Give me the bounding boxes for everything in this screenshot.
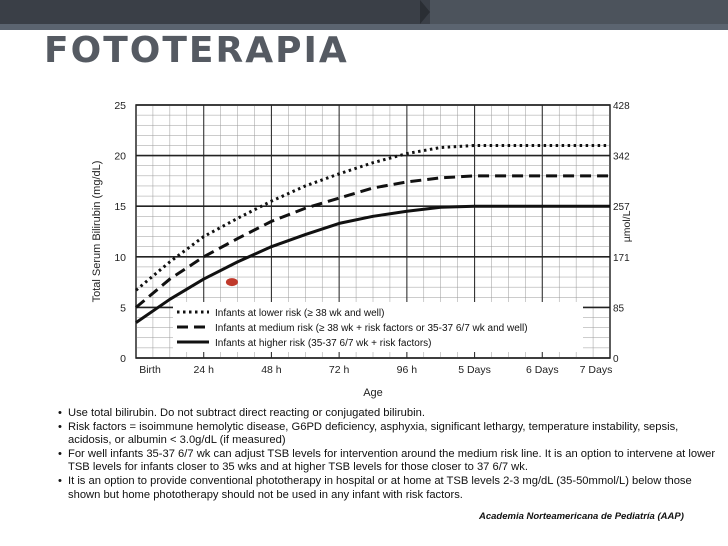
top-bar-accent: [430, 0, 728, 24]
y2-tick-label: 85: [613, 303, 625, 315]
note-item: • For well infants 35-37 6/7 wk can adjust TSB levels for intervention around the medium risk line. It is an option to intervene at lower TSB levels for infants closer to 35 wks and at higher TSB levels for those closer to 37 6/7 wk.: [58, 447, 716, 474]
legend-label: Infants at medium risk (≥ 38 wk + risk factors or 35-37 6/7 wk and well): [215, 323, 528, 334]
x-tick-label: 5 Days: [458, 364, 491, 376]
y2-tick-label: 171: [613, 252, 630, 264]
top-bar-arrow: [420, 0, 430, 24]
note-text: It is an option to provide conventional phototherapy in hospital or at home at TSB levels 2-3 mg/dL (35-50mmol/L) below those shown but home phototherapy should not be used in any infant with risk factors.: [68, 474, 692, 501]
y-tick-label: 15: [114, 201, 126, 214]
y-tick-label: 20: [114, 150, 126, 163]
note-text: Risk factors = isoimmune hemolytic disease, G6PD deficiency, asphyxia, significant lethargy, temperature instability, sepsis, acidosis, or albumin < 3.0g/dL (if measured): [68, 420, 679, 447]
y-tick-label: 0: [120, 353, 126, 365]
x-tick-label: 48 h: [261, 364, 282, 376]
note-text: Use total bilirubin. Do not subtract direct reacting or conjugated bilirubin.: [68, 407, 425, 419]
source-credit: Academia Norteamericana de Pediatría (AAP): [479, 511, 684, 522]
top-bar: [0, 0, 728, 24]
y2-tick-label: 257: [613, 202, 630, 214]
y-tick-label: 10: [114, 251, 126, 264]
legend-label: Infants at higher risk (35-37 6/7 wk + risk factors): [215, 338, 432, 349]
note-text: For well infants 35-37 6/7 wk can adjust TSB levels for intervention around the medium risk line. It is an option to intervene at lower TSB levels for infants closer to 35 wks and at higher TSB levels for those closer to 37 6/7 wk.: [68, 447, 716, 474]
notes-list: [58, 407, 718, 502]
y2-tick-label: 342: [613, 151, 630, 163]
x-tick-label: Birth: [139, 364, 161, 376]
x-tick-label: 6 Days: [525, 364, 559, 376]
note-item: • Risk factors = isoimmune hemolytic disease, G6PD deficiency, asphyxia, significant lethargy, temperature instability, sepsis, acidosis, or albumin < 3.0g/dL (if measured): [58, 420, 679, 447]
x-tick-label: 72 h: [328, 364, 350, 376]
phototherapy-chart: [86, 90, 636, 405]
legend-label: Infants at lower risk (≥ 38 wk and well): [215, 308, 385, 319]
x-tick-label: 24 h: [193, 364, 214, 376]
y2-tick-label: 428: [613, 101, 630, 112]
note-item: • It is an option to provide conventional phototherapy in hospital or at home at TSB levels 2-3 mg/dL (35-50mmol/L) below those shown but home phototherapy should not be used in any infant with risk factors.: [58, 474, 692, 501]
x-tick-label: 96 h: [396, 364, 418, 376]
y2-tick-label: 0: [613, 354, 619, 365]
x-tick-label: 7 Days: [579, 364, 613, 376]
y2-axis-title: µmol/L: [621, 210, 633, 243]
note-item: • Use total bilirubin. Do not subtract direct reacting or conjugated bilirubin.: [58, 407, 425, 419]
y-axis-title: Total Serum Bilirubin (mg/dL): [91, 160, 103, 303]
slide-title: FOTOTERAPIA: [44, 30, 349, 71]
annotation-point: [226, 278, 238, 286]
x-axis-title: Age: [363, 387, 383, 399]
y-tick-label: 5: [120, 302, 126, 315]
y-tick-label: 25: [114, 100, 126, 112]
